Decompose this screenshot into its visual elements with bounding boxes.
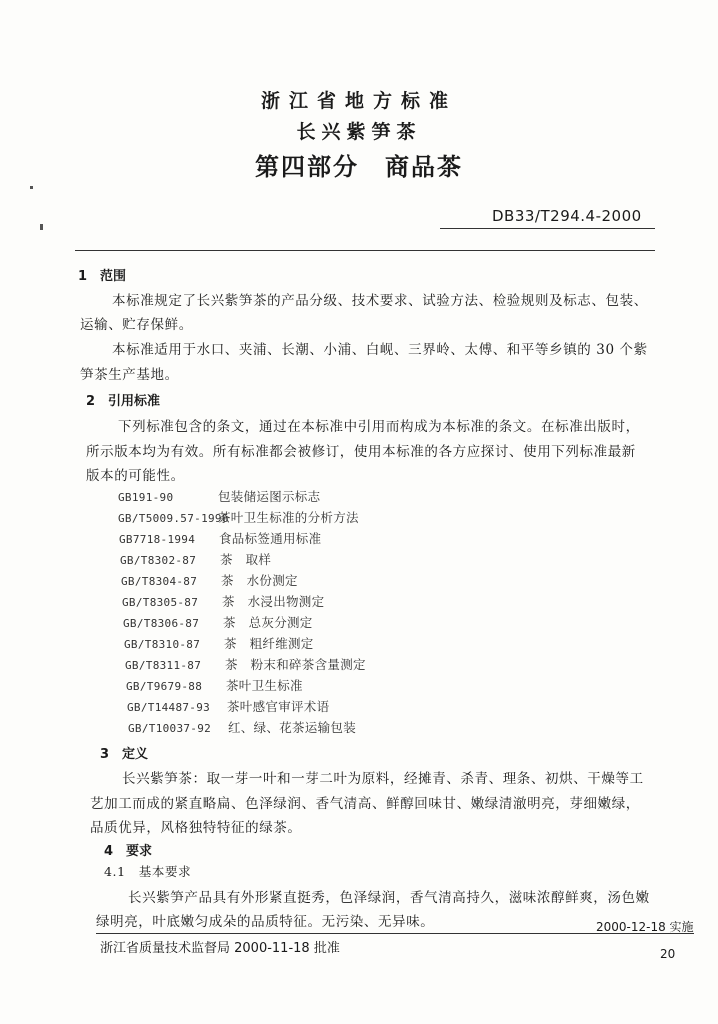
reference-item: GB/T8304-87 茶 水份测定 (121, 573, 298, 588)
reference-item: GB/T9679-88 茶叶卫生标准 (126, 678, 303, 693)
section-1-paragraph-1: 本标准规定了长兴紫笋茶的产品分级、技术要求、试验方法、检验规则及标志、包装、 (112, 293, 648, 309)
reference-item: GB/T8305-87 茶 水浸出物测定 (122, 594, 325, 609)
reference-item: GB7718-1994 食品标签通用标准 (119, 531, 322, 546)
section-2-paragraph-cont: 所示版本均为有效。所有标准都会被修订，使用本标准的各方应探讨、使用下列标准最新 (86, 444, 636, 460)
scan-speck (40, 224, 43, 230)
section-2-paragraph: 下列标准包含的条文，通过在本标准中引用而构成为本标准的条文。在标准出版时， (118, 419, 640, 435)
section-1-paragraph-2-cont: 笋茶生产基地。 (80, 367, 179, 383)
implementation-date: 2000-12-18 实施 (596, 920, 694, 934)
reference-item: GB191-90 包装储运图示标志 (118, 489, 321, 504)
approval-line: 浙江省质量技术监督局 2000-11-18 批准 (100, 941, 340, 956)
reference-item: GB/T8302-87 茶 取样 (120, 552, 272, 567)
reference-item: GB/T8310-87 茶 粗纤维测定 (124, 636, 314, 651)
page-number: 20 (660, 947, 676, 961)
section-3-definition: 长兴紫笋茶：取一芽一叶和一芽二叶为原料，经摊青、杀青、理条、初烘、干燥等工 (122, 771, 644, 787)
scan-speck (30, 186, 33, 189)
reference-item: GB/T8311-87 茶 粉末和碎茶含量测定 (125, 657, 366, 672)
section-3-heading: 3 定义 (100, 747, 149, 762)
part-title: 第四部分 商品茶 (255, 153, 463, 181)
document-number: DB33/T294.4-2000 (492, 207, 642, 225)
product-title: 长兴紫笋茶 (296, 121, 422, 143)
standard-category-title: 浙江省地方标准 (260, 90, 457, 112)
section-3-definition-cont: 艺加工而成的紧直略扁、色泽绿润、香气清高、鲜醇回味甘、嫩绿清澈明亮，芽细嫩绿， (90, 796, 640, 812)
section-1-paragraph-1-cont: 运输、贮存保鲜。 (80, 317, 193, 333)
reference-item: GB/T14487-93 茶叶感官审评术语 (127, 699, 330, 714)
reference-item: GB/T5009.57-1996茶叶卫生标准的分析方法 (118, 510, 359, 525)
doc-number-underline (440, 228, 655, 229)
section-2-heading: 2 引用标准 (86, 394, 161, 409)
section-3-definition-end: 品质优异，风格独特特征的绿茶。 (90, 820, 302, 836)
section-4-heading: 4 要求 (104, 844, 153, 859)
reference-item: GB/T8306-87 茶 总灰分测定 (123, 615, 313, 630)
section-2-paragraph-end: 版本的可能性。 (86, 468, 185, 484)
reference-item: GB/T10037-92 红、绿、花茶运输包装 (128, 720, 357, 735)
section-1-heading: 1 范围 (78, 269, 127, 284)
section-4-1-paragraph-cont: 绿明亮，叶底嫩匀成朵的品质特征。无污染、无异味。 (96, 914, 435, 930)
header-divider (75, 250, 655, 251)
section-1-paragraph-2: 本标准适用于水口、夹浦、长潮、小浦、白岘、三界岭、太傅、和平等乡镇的 30 个紫 (112, 342, 648, 358)
section-4-1-paragraph: 长兴紫笋产品具有外形紧直挺秀，色泽绿润，香气清高持久，滋味浓醇鲜爽，汤色嫩 (128, 890, 650, 906)
section-4-1-heading: 4.1 基本要求 (104, 864, 192, 879)
